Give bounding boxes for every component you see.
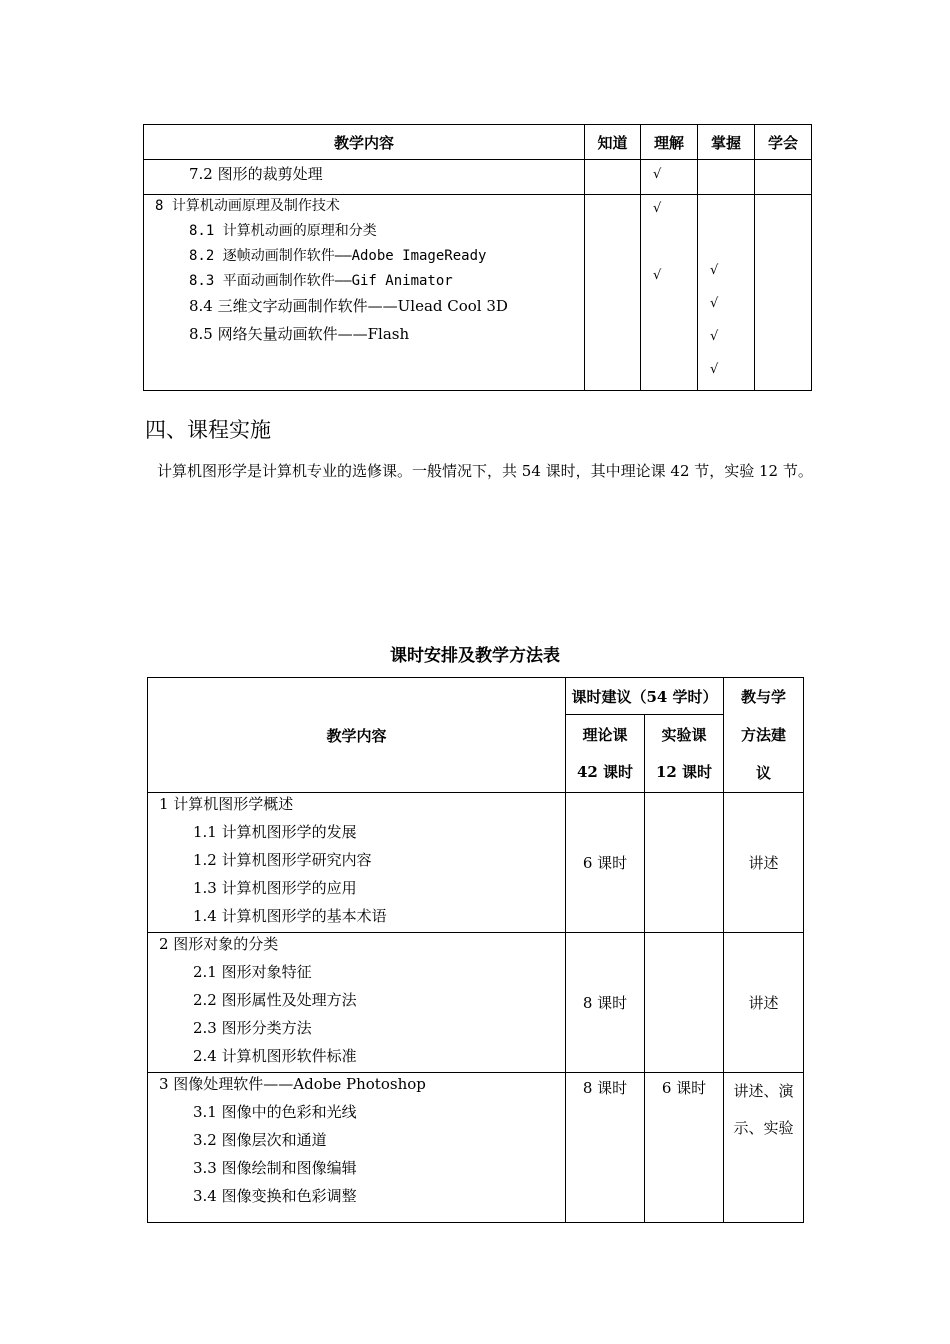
section-item: 3.4 图像变换和色彩调整: [193, 1187, 357, 1205]
section-item: 2.3 图形分类方法: [193, 1019, 312, 1037]
schedule-table-caption: 课时安排及教学方法表: [390, 646, 560, 666]
table-row: [144, 160, 812, 195]
header-know: 知道: [585, 125, 641, 160]
section-item: 2.1 图形对象特征: [193, 963, 312, 981]
section-item: 3.2 图像层次和通道: [193, 1131, 327, 1149]
lab-hours: [645, 933, 724, 1073]
teaching-method: 讲述: [724, 933, 804, 1073]
check-mark: √: [710, 263, 719, 278]
table-row: [148, 793, 804, 933]
check-mark: √: [710, 362, 719, 377]
implementation-paragraph: 计算机图形学是计算机专业的选修课。一般情况下，共 54 课时，其中理论课 42 节，实验 12 节。: [157, 462, 813, 480]
row-content: 7.2 图形的裁剪处理: [189, 165, 323, 183]
check-mark: √: [653, 167, 662, 182]
header-master: 掌握: [698, 125, 755, 160]
section-item: 1.2 计算机图形学研究内容: [193, 851, 372, 869]
section-item: 1.1 计算机图形学的发展: [193, 823, 357, 841]
row-content: 8.4 三维文字动画制作软件——Ulead Cool 3D: [189, 297, 508, 315]
section-item: 2.4 计算机图形软件标准: [193, 1047, 357, 1065]
header-learn: 学会: [755, 125, 812, 160]
check-mark: √: [653, 201, 662, 216]
section-item: 2.2 图形属性及处理方法: [193, 991, 357, 1009]
teaching-method: 讲述: [724, 793, 804, 933]
lab-hours: 6 课时: [645, 1073, 724, 1223]
table-header-row: [144, 125, 812, 160]
section-item: 3.3 图像绘制和图像编辑: [193, 1159, 357, 1177]
table-header-row: [148, 678, 804, 715]
section-heading: 四、课程实施: [145, 418, 271, 442]
header-understand: 理解: [641, 125, 698, 160]
row-content: 8.1 计算机动画的原理和分类: [189, 223, 377, 239]
row-content: 8.5 网络矢量动画软件——Flash: [189, 325, 410, 343]
section-item: 1.3 计算机图形学的应用: [193, 879, 357, 897]
theory-hours: 8 课时: [566, 933, 645, 1073]
header-content: 教学内容: [148, 678, 566, 793]
check-mark: √: [653, 268, 662, 283]
header-theory: 理论课 42 课时: [566, 715, 645, 793]
section-item: 1.4 计算机图形学的基本术语: [193, 907, 387, 925]
header-content: 教学内容: [144, 125, 585, 160]
knowledge-level-table: [143, 124, 812, 391]
chapter-title: 1 计算机图形学概述: [159, 795, 294, 813]
header-lab: 实验课 12 课时: [645, 715, 724, 793]
table-row: [144, 195, 812, 391]
schedule-table: [147, 677, 804, 1223]
row-content: 8.3 平面动画制作软件——Gif Animator: [189, 273, 453, 289]
theory-hours: 8 课时: [566, 1073, 645, 1223]
section-item: 3.1 图像中的色彩和光线: [193, 1103, 357, 1121]
chapter-title: 2 图形对象的分类: [159, 935, 279, 953]
header-method: 教与学 方法建 议: [724, 678, 804, 793]
row-content: 8 计算机动画原理及制作技术: [155, 198, 340, 214]
header-hours: 课时建议（54 学时）: [566, 678, 724, 715]
lab-hours: [645, 793, 724, 933]
row-content: 8.2 逐帧动画制作软件——Adobe ImageReady: [189, 248, 487, 264]
theory-hours: 6 课时: [566, 793, 645, 933]
teaching-method: 讲述、演 示、实验: [724, 1073, 804, 1223]
chapter-title: 3 图像处理软件——Adobe Photoshop: [159, 1075, 426, 1093]
check-mark: √: [710, 296, 719, 311]
table-row: [148, 1073, 804, 1223]
check-mark: √: [710, 329, 719, 344]
table-row: [148, 933, 804, 1073]
